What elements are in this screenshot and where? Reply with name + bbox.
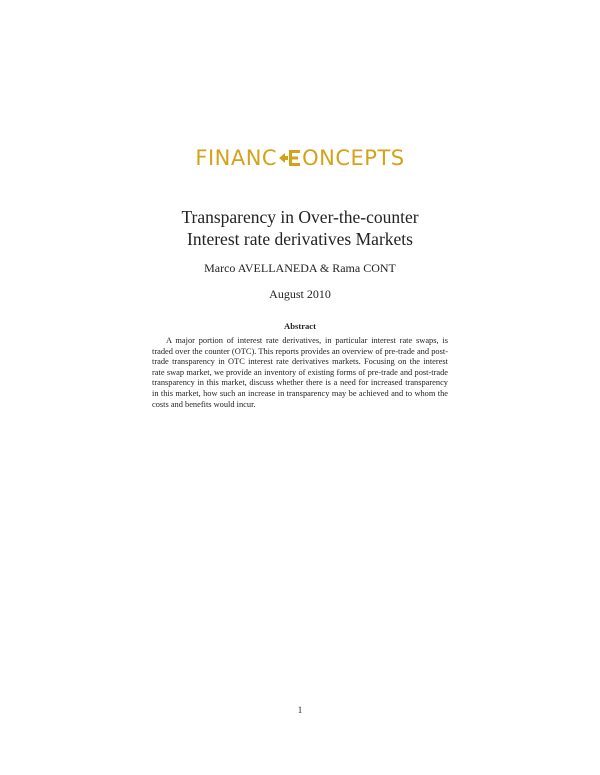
logo-text-left: FINANC xyxy=(195,146,278,170)
paper-authors: Marco AVELLANEDA & Rama CONT xyxy=(204,261,396,275)
paper-title xyxy=(0,206,600,250)
e-arrow-logo-icon xyxy=(279,148,301,168)
logo-text-right: ONCEPTS xyxy=(302,146,405,170)
title-line-1: Transparency in Over-the-counter xyxy=(181,207,419,227)
paper-date: August 2010 xyxy=(269,287,331,301)
abstract-heading: Abstract xyxy=(284,321,316,331)
company-logo xyxy=(0,146,600,170)
page-number: 1 xyxy=(297,705,303,715)
title-line-2: Interest rate derivatives Markets xyxy=(187,229,413,249)
abstract-body: A major portion of interest rate derivatives, in particular interest rate swaps, is traded over the counter (OTC). This reports provides an overview of pre-trade and post-trade transparency in OTC interest rate derivatives markets. Focusing on the interest rate swap market, we provide an inventory of existing forms of pre-trade and post-trade transparency in this market, discuss whether there is a need for increased transparency in this market, how such an increase in transparency may be achieved and to whom the costs and benefits would incur. xyxy=(152,336,448,409)
